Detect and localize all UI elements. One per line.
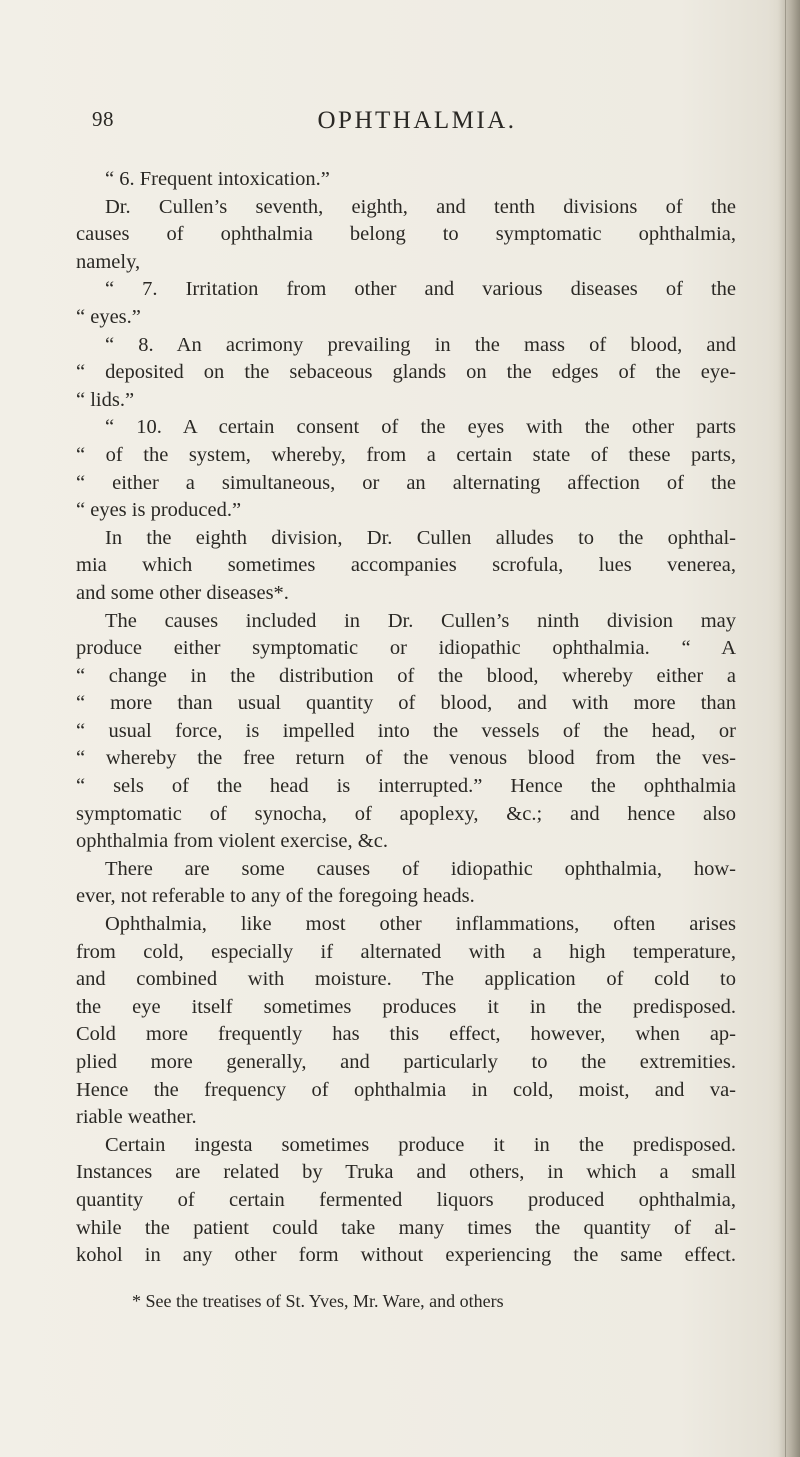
text-line: “ more than usual quantity of blood, and with more than [76,692,736,715]
page-edge-shadow [778,0,800,1457]
text-line: ophthalmia from violent exercise, &c. [76,830,388,853]
text-line: Ophthalmia, like most other inflammations, often arises [105,913,736,936]
text-line: and some other diseases*. [76,581,289,604]
text-line: “ 8. An acrimony prevailing in the mass of blood, and [105,333,736,356]
text-line: “ lids.” [76,388,135,411]
text-line: “ sels of the head is interrupted.” Hence the ophthalmia [76,775,736,798]
text-line: “ of the system, whereby, from a certain state of these parts, [76,443,736,466]
text-line: Certain ingesta sometimes produce it in the predisposed. [105,1133,736,1156]
text-line: produce either symptomatic or idiopathic ophthalmia. “ A [76,637,736,660]
footnote: * See the treatises of St. Yves, Mr. Ware, and others [132,1291,504,1311]
text-line: Instances are related by Truka and others, in which a small [76,1161,736,1184]
text-line: while the patient could take many times the quantity of al- [76,1216,736,1239]
text-line: Hence the frequency of ophthalmia in cold, moist, and va- [76,1078,736,1101]
text-line: riable weather. [76,1106,197,1129]
page-number: 98 [92,107,114,131]
text-line: plied more generally, and particularly to the extremities. [76,1051,736,1073]
text-line: “ change in the distribution of the blood, whereby either a [76,664,736,687]
body-text [76,166,736,1270]
text-line: ever, not referable to any of the foregoing heads. [76,885,475,908]
text-line: quantity of certain fermented liquors produced ophthalmia, [76,1188,736,1211]
text-line: “ eyes.” [76,305,141,328]
text-line: and combined with moisture. The application of cold to [76,968,736,991]
text-line: “ 10. A certain consent of the eyes with the other parts [105,416,736,439]
page-header [92,107,722,141]
text-line: symptomatic of synocha, of apoplexy, &c.; and hence also [76,802,736,825]
text-line: In the eighth division, Dr. Cullen alludes to the ophthal- [105,526,736,549]
text-line: from cold, especially if alternated with a high temperature, [76,940,736,963]
text-line: Cold more frequently has this effect, however, when ap- [76,1023,736,1046]
text-line: “ deposited on the sebaceous glands on the edges of the eye- [76,361,736,384]
text-line: “ usual force, is impelled into the vessels of the head, or [76,719,736,742]
text-line: The causes included in Dr. Cullen’s ninth division may [105,609,736,632]
text-line: namely, [76,250,141,273]
text-line: causes of ophthalmia belong to symptomatic ophthalmia, [76,223,736,246]
text-line: mia which sometimes accompanies scrofula, lues venerea, [76,554,736,577]
page-edge-line [785,0,786,1457]
text-line: the eye itself sometimes produces it in the predisposed. [76,995,736,1018]
text-line: “ whereby the free return of the venous blood from the ves- [76,747,736,770]
text-line: Dr. Cullen’s seventh, eighth, and tenth divisions of the [105,195,736,218]
text-line: “ 6. Frequent intoxication.” [105,168,330,190]
text-line: “ 7. Irritation from other and various diseases of the [105,278,736,301]
text-line: There are some causes of idiopathic ophthalmia, how- [105,857,736,880]
text-line: “ either a simultaneous, or an alternating affection of the [76,471,736,494]
running-head: OPHTHALMIA. [317,107,517,134]
text-line: “ eyes is produced.” [76,499,242,522]
text-line: kohol in any other form without experiencing the same effect. [76,1244,736,1267]
